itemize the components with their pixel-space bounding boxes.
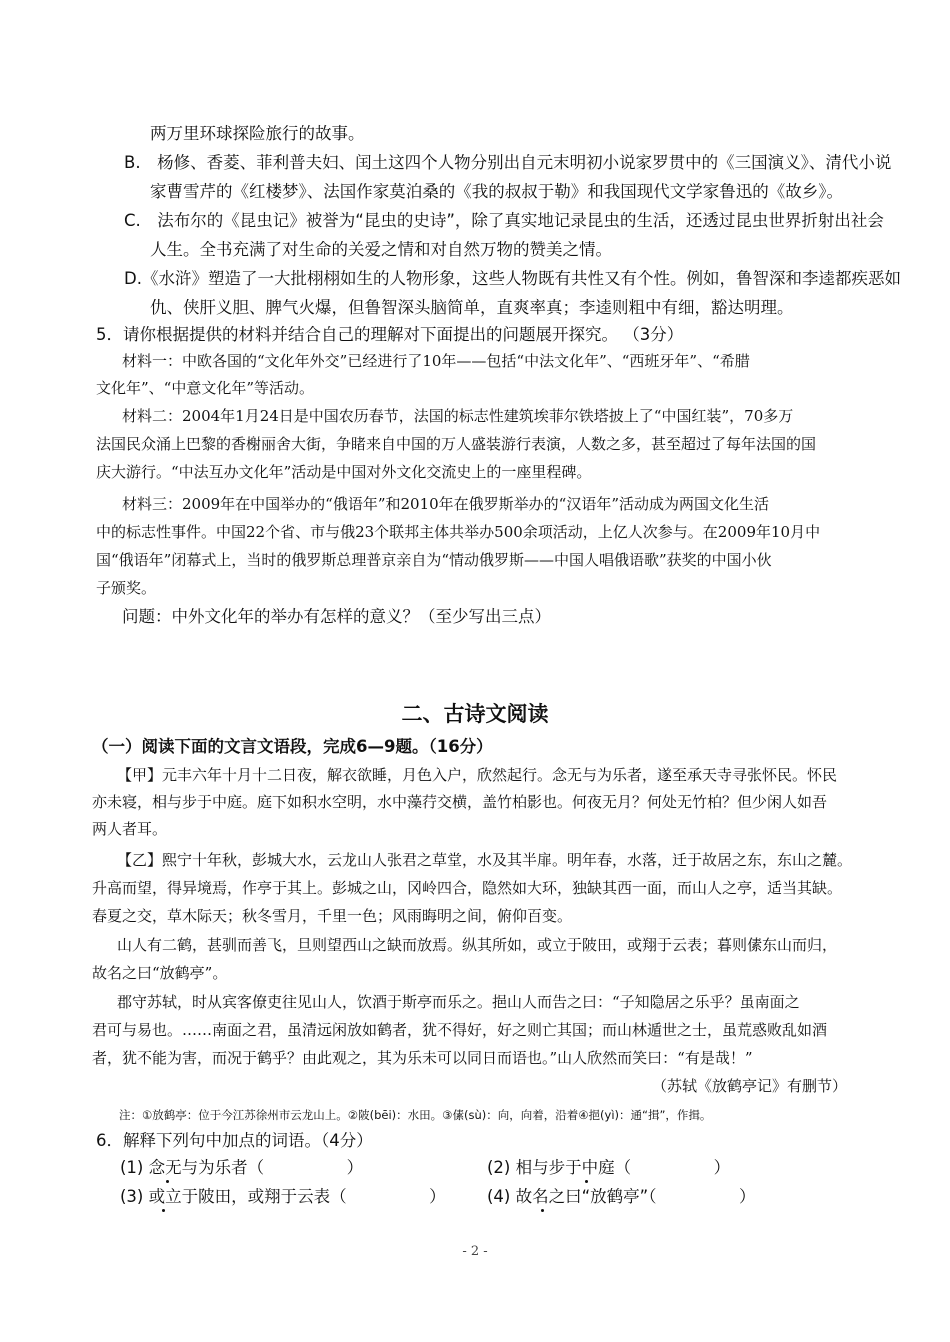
passage-jia-line2: 亦未寝，相与步于中庭。庭下如积水空明，水中藻荇交横，盖竹柏影也。何夜无月？何处无竹柏？但少闲人如吾: [92, 793, 828, 811]
passage-yi-line4: 山人有二鹤，甚驯而善飞，旦则望西山之缺而放焉。纵其所如，或立于陂田，或翔于云表；暮则傃东山而归，: [117, 936, 838, 954]
material-1-line1: 材料一：中欧各国的“文化年外交”已经进行了10年——包括“中法文化年”、“西班牙年”、“希腊: [122, 352, 750, 370]
passage-yi-line5: 故名之曰“放鹤亭”。: [92, 964, 228, 982]
question-6-item-3: (3) 或立于陂田，或翔于云表（ ）: [120, 1187, 446, 1206]
section-intro: （一）阅读下面的文言文语段，完成6—9题。（16分）: [92, 737, 493, 756]
option-b-line1: B. 杨修、香菱、菲利普夫妇、闰土这四个人物分别出自元末明初小说家罗贯中的《三国演义》、清代小说: [124, 153, 892, 172]
emphasis-dot: [162, 1209, 165, 1212]
emphasis-dot: [166, 1180, 169, 1183]
option-d-line1: D.《水浒》塑造了一大批栩栩如生的人物形象，这些人物既有共性又有个性。例如，鲁智深和李逵都疾恶如: [124, 269, 901, 288]
passage-jia-line1: 【甲】元丰六年十月十二日夜，解衣欲睡，月色入户，欣然起行。念无与为乐者，遂至承天寺寻张怀民。怀民: [117, 766, 838, 784]
emphasis-dot: [585, 1180, 588, 1183]
page-number: - 2 -: [462, 1244, 488, 1259]
option-c-line2: 人生。全书充满了对生命的关爱之情和对自然万物的赞美之情。: [150, 240, 612, 259]
question-6-item-2: (2) 相与步于中庭（ ）: [487, 1158, 731, 1177]
material-2-line3: 庆大游行。“中法互办文化年”活动是中国对外文化交流史上的一座里程碑。: [96, 463, 592, 481]
passage-yi-line8: 者，犹不能为害，而况于鹤乎？由此观之，其为乐未可以同日而语也。”山人欣然而笑曰：“有是哉！”: [92, 1049, 753, 1067]
material-2-line1: 材料二：2004年1月24日是中国农历春节，法国的标志性建筑埃菲尔铁塔披上了“中国红装”，70多万: [122, 407, 794, 425]
passage-yi-line1: 【乙】熙宁十年秋，彭城大水，云龙山人张君之草堂，水及其半扉。明年春，水落，迁于故居之东，东山之麓。: [117, 851, 853, 869]
passage-yi-line6: 郡守苏轼，时从宾客僚吏往见山人，饮酒于斯亭而乐之。挹山人而告之曰：“子知隐居之乐乎？虽南面之: [117, 993, 800, 1011]
material-3-line3: 国“俄语年”闭幕式上，当时的俄罗斯总理普京亲自为“情动俄罗斯——中国人唱俄语歌”获奖的中国小伙: [96, 551, 772, 569]
material-3-line4: 子颁奖。: [96, 579, 157, 597]
option-d-line2: 仇、侠肝义胆、脾气火爆，但鲁智深头脑简单，直爽率真；李逵则粗中有细，豁达明理。: [150, 298, 794, 317]
material-3-line1: 材料三：2009年在中国举办的“俄语年”和2010年在俄罗斯举办的“汉语年”活动成为两国文化生活: [122, 495, 770, 513]
option-c-line1: C. 法布尔的《昆虫记》被誉为“昆虫的史诗”，除了真实地记录昆虫的生活，还透过昆虫世界折射出社会: [124, 211, 884, 230]
passage-yi-line7: 君可与易也。……南面之君，虽清远闲放如鹤者，犹不得好，好之则亡其国；而山林遁世之士，虽荒惑败乱如酒: [92, 1021, 828, 1039]
question-6-stem: 6．解释下列句中加点的词语。（4分）: [96, 1131, 373, 1150]
option-a-continuation: 两万里环球探险旅行的故事。: [150, 124, 365, 143]
material-1-line2: 文化年”、“中意文化年”等活动。: [96, 379, 315, 397]
material-3-line2: 中的标志性事件。中国22个省、市与俄23个联邦主体共举办500余项活动，上亿人次参与。在2009年10月中: [96, 523, 821, 541]
option-b-line2: 家曹雪芹的《红楼梦》、法国作家莫泊桑的《我的叔叔于勒》和我国现代文学家鲁迅的《故乡》。: [150, 182, 843, 201]
question-6-item-1: (1) 念无与为乐者（ ）: [120, 1158, 364, 1177]
section-title: 二、古诗文阅读: [401, 702, 549, 726]
question-5-prompt: 问题：中外文化年的举办有怎样的意义？（至少写出三点）: [122, 607, 551, 626]
material-2-line2: 法国民众涌上巴黎的香榭丽舍大街，争睹来自中国的万人盛装游行表演，人数之多，甚至超过了每年法国的国: [96, 435, 817, 453]
passage-yi-line3: 春夏之交，草木际天；秋冬雪月，千里一色；风雨晦明之间，俯仰百变。: [92, 907, 573, 925]
passage-jia-line3: 两人者耳。: [92, 820, 168, 838]
question-6-item-4: (4) 故名之曰“放鹤亭”（ ）: [487, 1187, 756, 1206]
question-5-stem: 5．请你根据提供的材料并结合自己的理解对下面提出的问题展开探究。 （3分）: [96, 325, 684, 344]
emphasis-dot: [541, 1209, 544, 1212]
passage-yi-line2: 升高而望，得异境焉，作亭于其上。彭城之山，冈岭四合，隐然如大环，独缺其西一面，而山人之亭，适当其缺。: [92, 879, 843, 897]
passage-notes: 注：①放鹤亭：位于今江苏徐州市云龙山上。②陂(bēi)：水田。③傃(sù)：向，向着，沿着④挹(yì)：通“揖”，作揖。: [119, 1108, 712, 1122]
passage-source: （苏轼《放鹤亭记》有删节）: [652, 1077, 848, 1095]
